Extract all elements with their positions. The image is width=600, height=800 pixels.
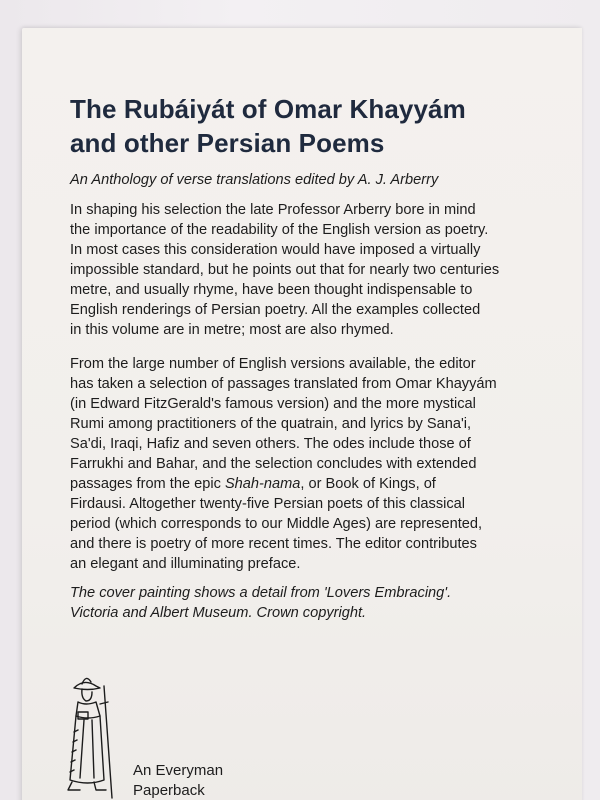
title-line-1: The Rubáiyát of Omar Khayyám [70, 94, 466, 124]
blurb-line: in this volume are in metre; most are also rhymed. [70, 322, 394, 338]
blurb-line: impossible standard, but he points out that for nearly two centuries [70, 262, 500, 278]
blurb-line: has taken a selection of passages translated from Omar Khayyám [70, 376, 497, 392]
blurb-line: Farrukhi and Bahar, and the selection concludes with extended [70, 456, 477, 472]
book-subtitle: An Anthology of verse translations edited by A. J. Arberry [70, 172, 439, 188]
blurb-line: Sa'di, Iraqi, Hafiz and seven others. The odes include those of [70, 436, 471, 452]
credit-line: Victoria and Albert Museum. Crown copyright. [70, 605, 367, 621]
blurb-line: In shaping his selection the late Professor Arberry bore in mind [70, 202, 476, 218]
blurb-line: (in Edward FitzGerald's famous version) and the more mystical [70, 396, 476, 412]
blurb-line: In most cases this consideration would have imposed a virtually [70, 242, 481, 258]
shah-nama-title: Shah-nama [224, 476, 301, 492]
blurb-line: and there is poetry of more recent times. The editor contributes [70, 536, 477, 552]
blurb-line: the importance of the readability of the English version as poetry. [70, 222, 489, 238]
credit-line: The cover painting shows a detail from 'Lovers Embracing'. [70, 585, 452, 601]
inline-text: passages from the epic [70, 476, 225, 492]
blurb-paragraph-2 [70, 354, 590, 574]
publisher-imprint [133, 761, 223, 800]
blurb-paragraph-1 [70, 200, 590, 340]
blurb-line: From the large number of English versions available, the editor [70, 356, 476, 372]
blurb-line: Firdausi. Altogether twenty-five Persian poets of this classical [70, 496, 466, 512]
blurb-line: English renderings of Persian poetry. All the examples collected [70, 302, 481, 318]
everyman-pilgrim-logo [58, 672, 128, 800]
book-title [70, 92, 570, 160]
publisher-line-2: Paperback [133, 782, 205, 799]
publisher-line-1: An Everyman [133, 762, 224, 779]
blurb-line-shah-nama [70, 474, 590, 494]
cover-credit [70, 583, 590, 623]
blurb-line: Rumi among practitioners of the quatrain, and lyrics by Sana'i, [70, 416, 472, 432]
blurb-line: an elegant and illuminating preface. [70, 556, 301, 572]
inline-text: , or Book of Kings, of [300, 476, 436, 492]
title-line-2: and other Persian Poems [70, 128, 385, 158]
blurb-line: period (which corresponds to our Middle Ages) are represented, [70, 516, 483, 532]
blurb-line: metre, and usually rhyme, have been thought indispensable to [70, 282, 473, 298]
